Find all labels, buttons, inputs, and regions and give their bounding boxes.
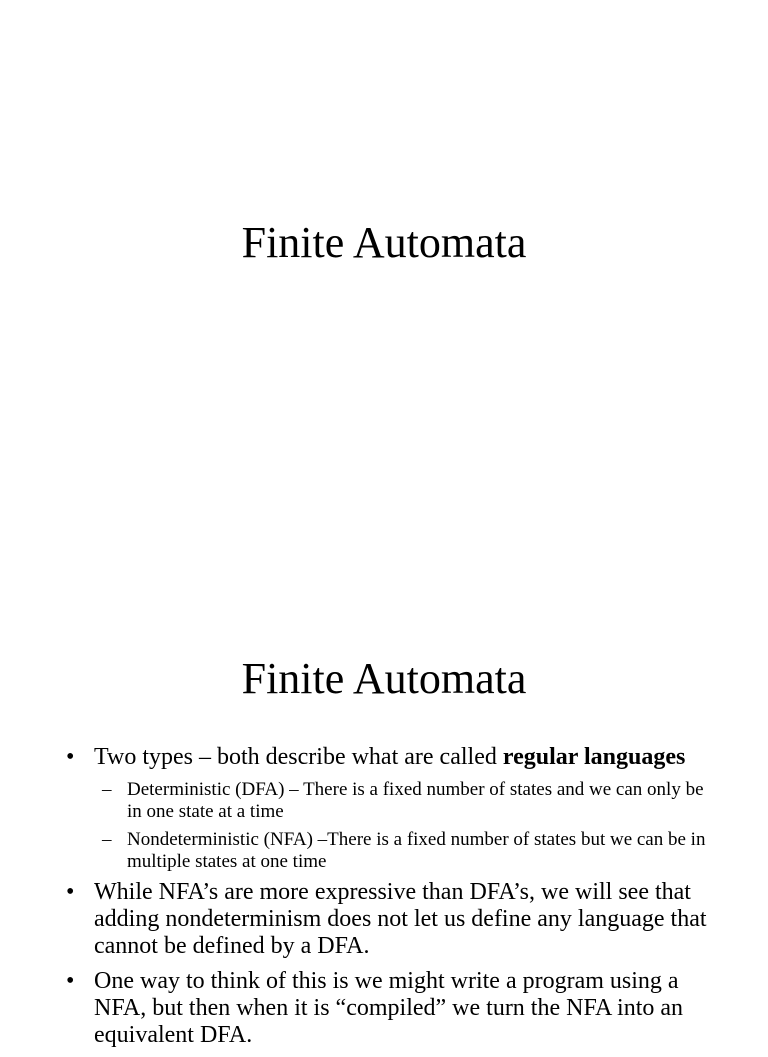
sub-bullet-marker: – (102, 779, 112, 800)
bullet-text: While NFA’s are more expressive than DFA’s, we will see that adding nondeterminism does not let us define any language that cannot be defined by a DFA. (94, 879, 707, 959)
slide-1-title: Finite Automata (241, 218, 527, 267)
bullet-item-3 (66, 968, 716, 1049)
bullet-item-1 (66, 744, 716, 771)
bullet-text: Two types – both describe what are called (94, 744, 503, 770)
bullet-text: One way to think of this is we might write a program using a NFA, but then when it is “compiled” we turn the NFA into an equivalent DFA. (94, 968, 684, 1048)
bullet-item-2 (66, 879, 716, 960)
sub-bullet-item-1 (66, 779, 716, 823)
bullet-bold-text: regular languages (502, 744, 686, 770)
sub-bullet-text: Nondeterministic (NFA) –There is a fixed number of states but we can be in multiple states at one time (127, 829, 706, 872)
slide-2-title: Finite Automata (241, 654, 527, 703)
bullet-marker: • (66, 879, 75, 905)
sub-bullet-item-2 (66, 829, 716, 873)
sub-bullet-marker: – (102, 829, 112, 850)
sub-bullet-text: Deterministic (DFA) – There is a fixed number of states and we can only be in one state at a time (127, 779, 704, 822)
slide-2-content (66, 744, 716, 1057)
bullet-marker: • (66, 968, 75, 994)
bullet-marker: • (66, 744, 75, 770)
slide-2 (0, 600, 768, 1048)
